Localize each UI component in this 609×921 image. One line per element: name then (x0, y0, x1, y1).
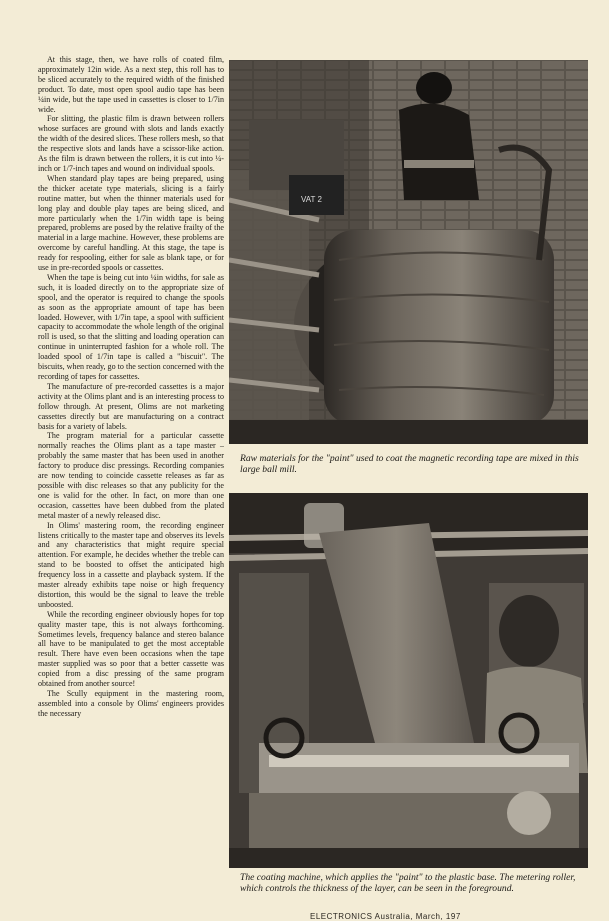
article-paragraph-6: The program material for a particular cassette normally reaches the Olims plant as a tape master – probably the same master that has been used in another factory to produce disc pressings. Recording companies are now tending to coincide cassette releases as far as possible with disc releases so that any publicity for the one is valid for the other. In fact, on more than one occasion, cassettes have been dubbed from the plated metal master of a newly released disc. (38, 431, 224, 520)
coating-machine-caption: The coating machine, which applies the "paint" to the plastic base. The metering roller, which controls the thickness of the layer, can be seen in the foreground. (240, 872, 576, 895)
article-paragraph-8: While the recording engineer obviously hopes for top quality master tape, this is not always forthcoming. Sometimes levels, frequency balance and stereo balance all have to be manipulated to get the most acceptable result. There have even been occasions when the tape master supplied was so poor that a better cassette was copied from a disc pressing of the same program obtained from another source! (38, 609, 224, 689)
running-footer: ELECTRONICS Australia, March, 197 (310, 912, 461, 921)
article-paragraph-1: At this stage, then, we have rolls of coated film, approximately 12in wide. As a next step, this roll has to be sliced accurately to the required width of the finished product. To date, most open spool audio tape has been ¼in wide, but the tape used in cassettes is closer to 1/7in wide. (38, 55, 224, 114)
article-paragraph-4: When the tape is being cut into ¼in widths, for sale as such, it is loaded directly on to the appropriate size of spool, and the operator is required to change the spools as soon as the appropriate amount of tape has been loaded. However, with 1/7in tape, a spool with sufficient capacity to accommodate the whole length of the original roll is used, so that the slitting and loading operation can continue in uninterrupted fashion for a whole roll. The loaded spool of 1/7in tape is called a "biscuit". The biscuits, when ready, go to the section concerned with the recording of tapes for cassettes. (38, 272, 224, 381)
article-paragraph-7: In Olims' mastering room, the recording engineer listens critically to the master tape and observes its levels and any characteristics that might require special attention. For example, he decides whether the treble can stand to be boosted to offset the anticipated high frequency loss in a cassette and playback system. If the master already exhibits tape noise or high frequency distortion, this would be the signal to leave the treble unboosted. (38, 520, 224, 609)
article-paragraph-3: When standard play tapes are being prepared, using the thicker acetate type materials, slicing is a fairly routine matter, but when the thinner materials used for long play and double play tapes are being sliced, and more particularly when the 1/7in width tape is being prepared, problems are posed by the relative frailty of the material in a large machine. However, these problems are overcome by careful handling. At this stage, the tape is ready for respooling, either for sale as blank tape, or for use in pre-recorded spools or cassettes. (38, 173, 224, 273)
ball-mill-caption: Raw materials for the "paint" used to coat the magnetic recording tape are mixed in this large ball mill. (240, 453, 579, 476)
vat-label: VAT 2 (301, 195, 322, 204)
article-paragraph-9: The Scully equipment in the mastering room, assembled into a console by Olims' engineers provides the necessary (38, 689, 224, 718)
ball-mill-photo (229, 60, 588, 444)
coating-machine-photo (229, 493, 588, 868)
article-paragraph-5: The manufacture of pre-recorded cassettes is a major activity at the Olims plant and is an interesting process to follow through. At present, Olims are not marketing cassettes directly but are manufacturing on a contract basis for a variety of labels. (38, 381, 224, 431)
article-text-column (38, 55, 224, 905)
article-paragraph-2: For slitting, the plastic film is drawn between rollers whose surfaces are ground with slots and lands exactly the width of the desired slices. These rollers mesh, so that the respective slots and lands have a scissor-like action. As the film is drawn between the rollers, it is cut into ¼-inch or 1/7-inch tapes and wound on individual spools. (38, 114, 224, 173)
